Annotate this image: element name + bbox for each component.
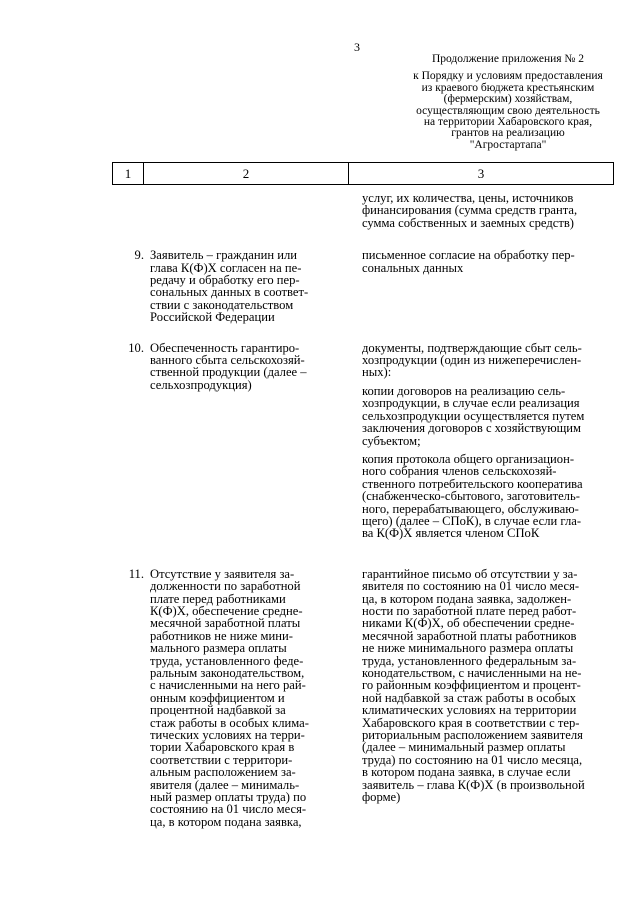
column-header-2: 2 [144,163,349,185]
row-number: 11. [128,566,144,581]
text-line: явителя (далее – минималь- [150,777,300,792]
appendix-line: осуществляющим свою деятельность [416,104,600,117]
text-line: заявитель – глава К(Ф)Х (в произвольной [362,777,585,792]
text-line: ных): [362,365,392,380]
table-row-11 [112,568,614,829]
text-line: копии договоров на реализацию сель- [362,383,566,398]
text-line: работников не ниже мини- [150,628,293,643]
text-line: сумма собственных и заемных средств) [362,215,574,230]
text-line: ванного сбыта сельскохозяй- [150,353,305,368]
text-line: труда, установленного федеральным за- [362,653,577,668]
text-line: заключения договоров с хозяйствующим [362,421,582,436]
text-line: месячной заработной платы работников [362,628,577,643]
text-line: сельхозпродукция) [150,377,252,392]
row-number: 10. [128,340,144,355]
text-line: ственного потребительского кооператива [362,476,583,491]
text-line: редачу и обработку его пер- [150,273,300,288]
text-line: труда) по состоянию на 01 число месяца, [362,752,583,767]
text-line: конодательством, с начисленными на не- [362,666,582,680]
text-line: труда, установленного феде- [150,653,304,668]
appendix-line: "Агростартапа" [469,138,547,151]
text-line: ца, в котором подана заявка, [150,814,302,829]
text-line: ной надбавкой за стаж работы в особых [362,690,576,705]
requirement-cell [150,568,346,829]
document-paragraph [362,342,614,379]
text-line: услуг, их количества, цены, источников [362,191,574,205]
text-line: ного, перерабатывающего, обслуживаю- [362,501,579,516]
text-line: ральным законодательством, [150,666,305,680]
text-line: месячной заработной платы [150,616,301,631]
column-header-1: 1 [113,163,144,185]
text-line: плате перед работниками [150,591,286,606]
text-line: финансирования (сумма средств гранта, [362,203,578,218]
text-line: К(Ф)Х, обеспечение средне- [150,603,303,618]
text-line: сональных данных в соответ- [150,285,309,300]
text-line: риториальным расположением заявителя [362,728,583,743]
text-line: щего) (далее – СПоК), в случае если гла- [362,513,582,528]
text-line: сельхозпродукции осуществляется путем [362,408,585,423]
text-line: онным коэффициентом и [150,690,285,705]
text-line: ственной продукции (далее – [150,365,307,380]
text-line: долженности по заработной [150,579,301,594]
text-line: сональных данных [362,260,464,275]
text-line: глава К(Ф)Х согласен на пе- [150,260,302,275]
text-line: письменное согласие на обработку пер- [362,248,575,263]
text-line: состоянию на 01 число меся- [150,802,307,817]
column-header-3: 3 [349,163,614,185]
document-paragraph [362,453,614,540]
text-line: го районным коэффициентом и процент- [362,678,581,693]
text-line: Отсутствие у заявителя за- [150,566,295,581]
text-line: ный размер оплаты труда) по [150,790,307,805]
text-line: хозпродукции (один из нижеперечислен- [362,353,582,368]
text-line: Обеспеченность гарантиро- [150,340,300,355]
table-row-10 [112,342,614,546]
text-line: ности по заработной плате перед работ- [362,603,577,618]
page-number: 3 [354,40,360,54]
text-line: стаж работы в особых клима- [150,715,309,730]
text-line: гарантийное письмо об отсутствии у за- [362,566,578,581]
appendix-title: Продолжение приложения № 2 [431,53,585,65]
text-line: процентной надбавкой за [150,703,286,718]
text-line: климатических условиях на территории [362,703,577,718]
table-row-9 [112,249,614,323]
text-line: никами К(Ф)Х, об обеспечении средне- [362,616,575,631]
documents-cell [362,192,614,229]
text-line: документы, подтверждающие сбыт сель- [362,340,582,355]
text-line: тических условиях на терри- [150,728,305,743]
text-line: ца, в котором подана заявка, задолжен- [362,591,572,606]
appendix-line: к Порядку и условиям предоставления [413,70,603,83]
appendix-line: из краевого бюджета крестьянским [421,81,595,94]
appendix-line: грантов на реализацию [451,127,565,140]
text-line: тории Хабаровского края в [150,740,295,755]
text-line: (далее – минимальный размер оплаты [362,740,566,755]
text-line: форме) [362,790,401,805]
appendix-line: на территории Хабаровского края, [423,116,593,129]
text-line: с начисленными на него рай- [150,678,306,693]
documents-cell [362,342,614,546]
documents-cell [362,249,614,280]
document-paragraph [362,385,614,447]
text-line: ствии с законодательством [150,297,294,312]
text-line: Российской Федерации [150,310,275,325]
text-line: соответствии с территори- [150,752,293,767]
documents-cell [362,568,614,810]
text-line: Заявитель – гражданин или [150,248,297,263]
text-line: субъектом; [362,433,421,448]
column-header-table [112,162,614,185]
row-number: 9. [134,248,144,263]
appendix-line: (фермерским) хозяйствам, [443,93,573,106]
text-line: в котором подана заявка, в случае если [362,765,571,780]
text-line: альным расположением за- [150,765,296,780]
requirement-cell [150,249,346,323]
document-paragraph [362,568,614,804]
document-paragraph [362,249,614,274]
text-line: копия протокола общего организацион- [362,451,575,466]
table-row-continuation [112,192,614,229]
text-line: не ниже минимального размера оплаты [362,641,574,656]
text-line: ного собрания членов сельскохозяй- [362,464,557,479]
text-line: Хабаровского края в соответствии с тер- [362,715,580,730]
text-line: ва К(Ф)Х является членом СПоК [362,526,540,541]
text-line: (снабженческо-сбытового, заготовитель- [362,489,580,504]
table-body [112,192,614,828]
text-line: явителя по состоянию на 01 число меся- [362,579,580,594]
text-line: хозпродукции, в случае если реализация [362,396,580,411]
text-line: мального размера оплаты [150,641,287,656]
appendix-header [382,54,634,151]
requirement-cell [150,342,346,392]
